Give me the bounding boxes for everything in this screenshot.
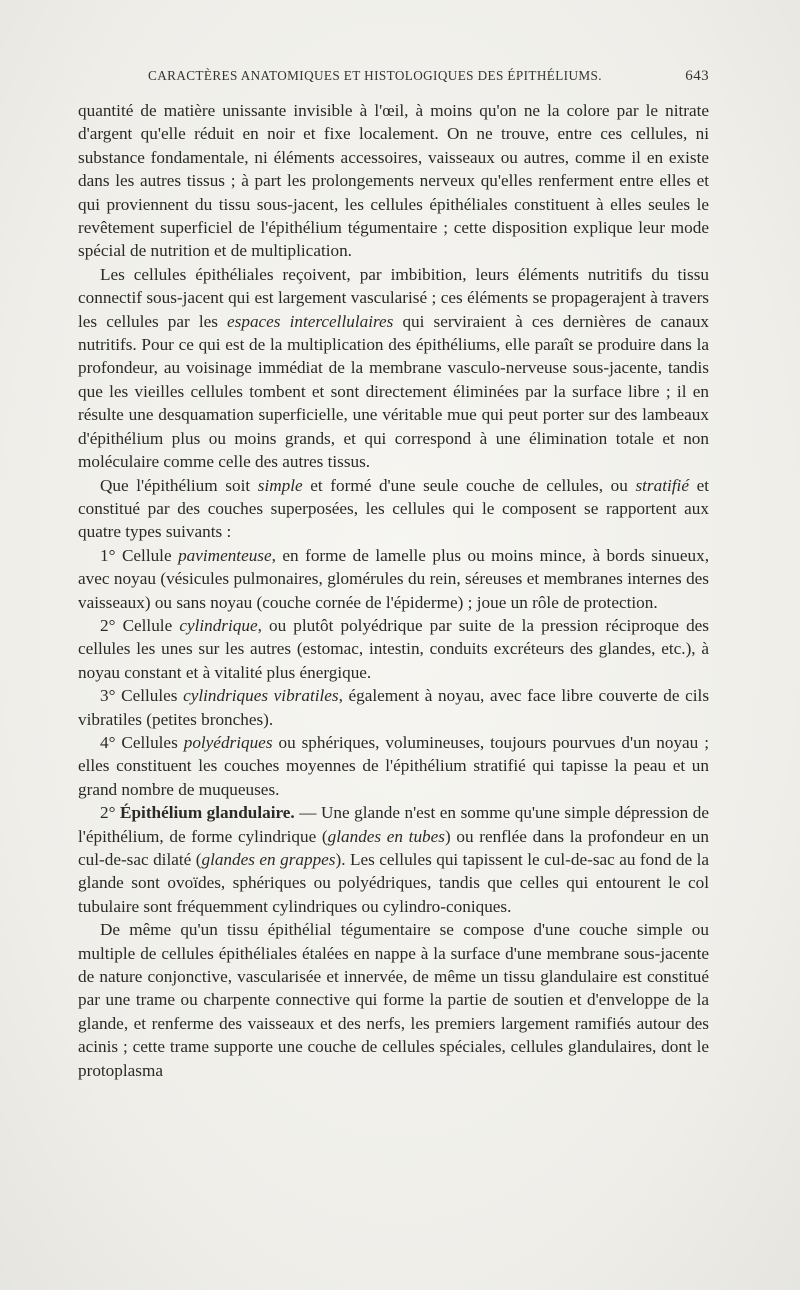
paragraph <box>78 99 709 263</box>
text-run: et constitué par des couches superposées, les cellules qui le composent se rapportent aux quatre types suivants : <box>78 475 709 542</box>
running-header <box>148 68 709 85</box>
text-run: De même qu'un tissu épithélial tégumentaire se compose d'une couche simple ou multiple de cellules épithéliales étalées en nappe à la surface d'une membrane sous-jacente de nature conjonctive, vascularisée et innervée, de même un tissu glandulaire est constitué par une trame ou charpente connective qui forme la partie de soutien et d'enveloppe de la glande, et renferme des vaisseaux et des nerfs, les premiers largement ramifiés autour des acinis ; cette trame supporte une couche de cellules spéciales, cellules glandulaires, dont le protoplasma <box>78 920 709 1080</box>
text-run: 1° Cellule <box>100 545 179 565</box>
italic-term: espaces intercellulaires <box>227 311 394 331</box>
body-text <box>78 99 709 1082</box>
text-run: Que l'épithélium soit <box>100 475 258 495</box>
text-run: ). Les cellules qui tapissent le cul-de-sac au fond de la glande sont ovoïdes, sphériques ou polyédriques, tandis que celles qui entourent le col tubulaire sont fréquemment cylindriques ou cylindro-coniques. <box>78 850 710 916</box>
italic-term: polyédriques <box>183 732 273 752</box>
list-item <box>78 614 709 684</box>
list-item <box>78 684 709 731</box>
text-run: 2° <box>100 803 121 823</box>
running-title: CARACTÈRES ANATOMIQUES ET HISTOLOGIQUES DES ÉPITHÉLIUMS. <box>148 68 602 83</box>
page-number: 643 <box>685 68 709 84</box>
text-run: , également à noyau, avec face libre couverte de cils vibratiles (petites bronches). <box>78 686 710 729</box>
list-item <box>78 544 709 614</box>
paragraph <box>78 263 709 474</box>
paragraph <box>78 474 709 544</box>
paragraph <box>78 918 709 1082</box>
text-run: , en forme de lamelle plus ou moins mince, à bords sinueux, avec noyau (vésicules pulmonaires, glomérules du rein, séreuses et membranes internes des vaisseaux) ou sans noyau (couche cornée de l'épiderme) ; joue un rôle de protection. <box>78 545 709 612</box>
text-run: et formé d'une seule couche de cellules, ou <box>302 475 636 495</box>
text-run: ) ou renflée dans la profondeur en un cul-de-sac dilaté ( <box>78 826 709 869</box>
text-run: 3° Cellules <box>100 686 184 706</box>
text-run: quantité de matière unissante invisible à l'œil, à moins qu'on ne la colore par le nitrate d'argent qu'elle réduit en noir et fixe localement. On ne trouve, entre ces cellules, ni substance fondamentale, ni éléments accessoires, vaisseaux ou autres, comme il en existe dans les autres tissus ; à part les prolongements nerveux qu'elles renferment entre elles et qui proviennent du tissu sous-jacent, les cellules épithéliales constituent à elles seules le revêtement superficiel de l'épithélium tégumentaire ; cette disposition explique leur mode spécial de nutrition et de multiplication. <box>78 101 709 261</box>
italic-term: cylindriques vibratiles <box>183 686 339 706</box>
italic-term: simple <box>257 475 303 495</box>
text-run: — Une glande n'est en somme qu'une simple dépression de l'épithélium, de forme cylindrique ( <box>78 803 710 846</box>
text-run: qui serviraient à ces dernières de canaux nutritifs. Pour ce qui est de la multiplication des épithéliums, elle paraît se produire dans la profondeur, au voisinage immédiat de la membrane vasculo-nerveuse sous-jacente, tandis que les vieilles cellules tombent et sont directement éliminées par la surface libre ; il en résulte une desquamation superficielle, une véritable mue qui peut porter sur des lambeaux d'épithélium plus ou moins grands, et qui correspond à une élimination totale et non moléculaire comme celle des autres tissus. <box>78 311 710 472</box>
text-run: , ou plutôt polyédrique par suite de la pression réciproque des cellules les unes sur les autres (estomac, intestin, conduits excréteurs des glandes, etc.), à noyau constant et à vitalité plus énergique. <box>78 615 709 682</box>
italic-term: glandes en tubes <box>327 826 445 846</box>
text-run: 4° Cellules <box>100 732 184 752</box>
italic-term: pavimenteuse <box>178 545 272 565</box>
italic-term: cylindrique <box>179 615 258 635</box>
italic-term: stratifié <box>635 475 689 495</box>
italic-term: glandes en grappes <box>201 850 336 869</box>
section-paragraph <box>78 801 709 918</box>
section-heading: Épithélium glandulaire. <box>120 803 295 823</box>
text-run: 2° Cellule <box>100 615 180 635</box>
text-run: ou sphériques, volumineuses, toujours pourvues d'un noyau ; elles constituent les couches moyennes de l'épithélium stratifié qui tapisse la peau et un grand nombre de muqueuses. <box>78 732 709 799</box>
list-item <box>78 731 709 801</box>
text-run: Les cellules épithéliales reçoivent, par imbibition, leurs éléments nutritifs du tissu connectif sous-jacent qui est largement vascularisé ; ces éléments se propagerajent à travers les cellules par les <box>78 264 709 331</box>
